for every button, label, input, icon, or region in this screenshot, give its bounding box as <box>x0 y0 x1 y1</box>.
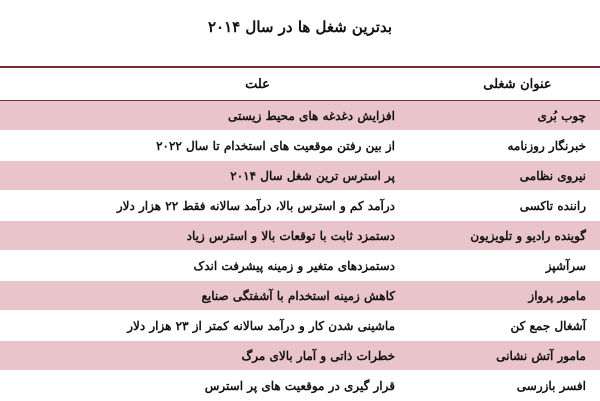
table-row <box>0 221 600 251</box>
job-title-cell: سرآشپز <box>545 258 586 273</box>
reason-cell: خطرات ذاتی و آمار بالای مرگ <box>241 348 395 363</box>
job-title-cell: راننده تاکسی <box>519 198 586 213</box>
column-header-job-title: عنوان شغلی <box>483 76 552 92</box>
table-row <box>0 281 600 311</box>
job-title-cell: مامور پرواز <box>528 288 586 303</box>
reason-cell: پر استرس ترین شغل سال ۲۰۱۴ <box>230 168 395 183</box>
page-title: بدترین شغل ها در سال ۲۰۱۴ <box>207 18 393 36</box>
table-row <box>0 371 600 401</box>
reason-cell: قرار گیری در موقعیت های پر استرس <box>204 378 395 393</box>
table-row <box>0 191 600 221</box>
reason-cell: دستمزد ثابت با توقعات بالا و استرس زیاد <box>186 228 395 243</box>
job-title-cell: افسر بازرسی <box>516 378 586 393</box>
job-title-cell: خبرنگار روزنامه <box>507 138 586 153</box>
table-row <box>0 131 600 161</box>
job-title-cell: گوینده رادیو و تلویزیون <box>470 228 586 243</box>
reason-cell: ماشینی شدن کار و درآمد سالانه کمتر از ۲۳ هزار دلار <box>127 318 395 333</box>
column-header-reason: علت <box>245 76 270 92</box>
table-row <box>0 251 600 281</box>
reason-cell: دستمزدهای متغیر و زمینه پیشرفت اندک <box>193 258 395 273</box>
table-row <box>0 161 600 191</box>
table-row <box>0 311 600 341</box>
job-title-cell: چوب بُری <box>537 108 586 123</box>
table-header <box>0 68 600 101</box>
jobs-table <box>0 66 600 401</box>
job-title-cell: آشغال جمع کن <box>510 318 586 333</box>
reason-cell: کاهش زمینه استخدام با آشفتگی صنایع <box>201 288 395 303</box>
job-title-cell: نیروی نظامی <box>519 168 586 183</box>
reason-cell: از بین رفتن موقعیت های استخدام تا سال ۲۰۲۲ <box>156 138 395 153</box>
job-title-cell: مامور آتش نشانی <box>496 348 586 363</box>
table-row <box>0 101 600 131</box>
table-row <box>0 341 600 371</box>
reason-cell: درآمد کم و استرس بالا، درآمد سالانه فقط ۲۲ هزار دلار <box>116 198 395 213</box>
reason-cell: افزایش دغدغه های محیط زیستی <box>227 108 395 123</box>
